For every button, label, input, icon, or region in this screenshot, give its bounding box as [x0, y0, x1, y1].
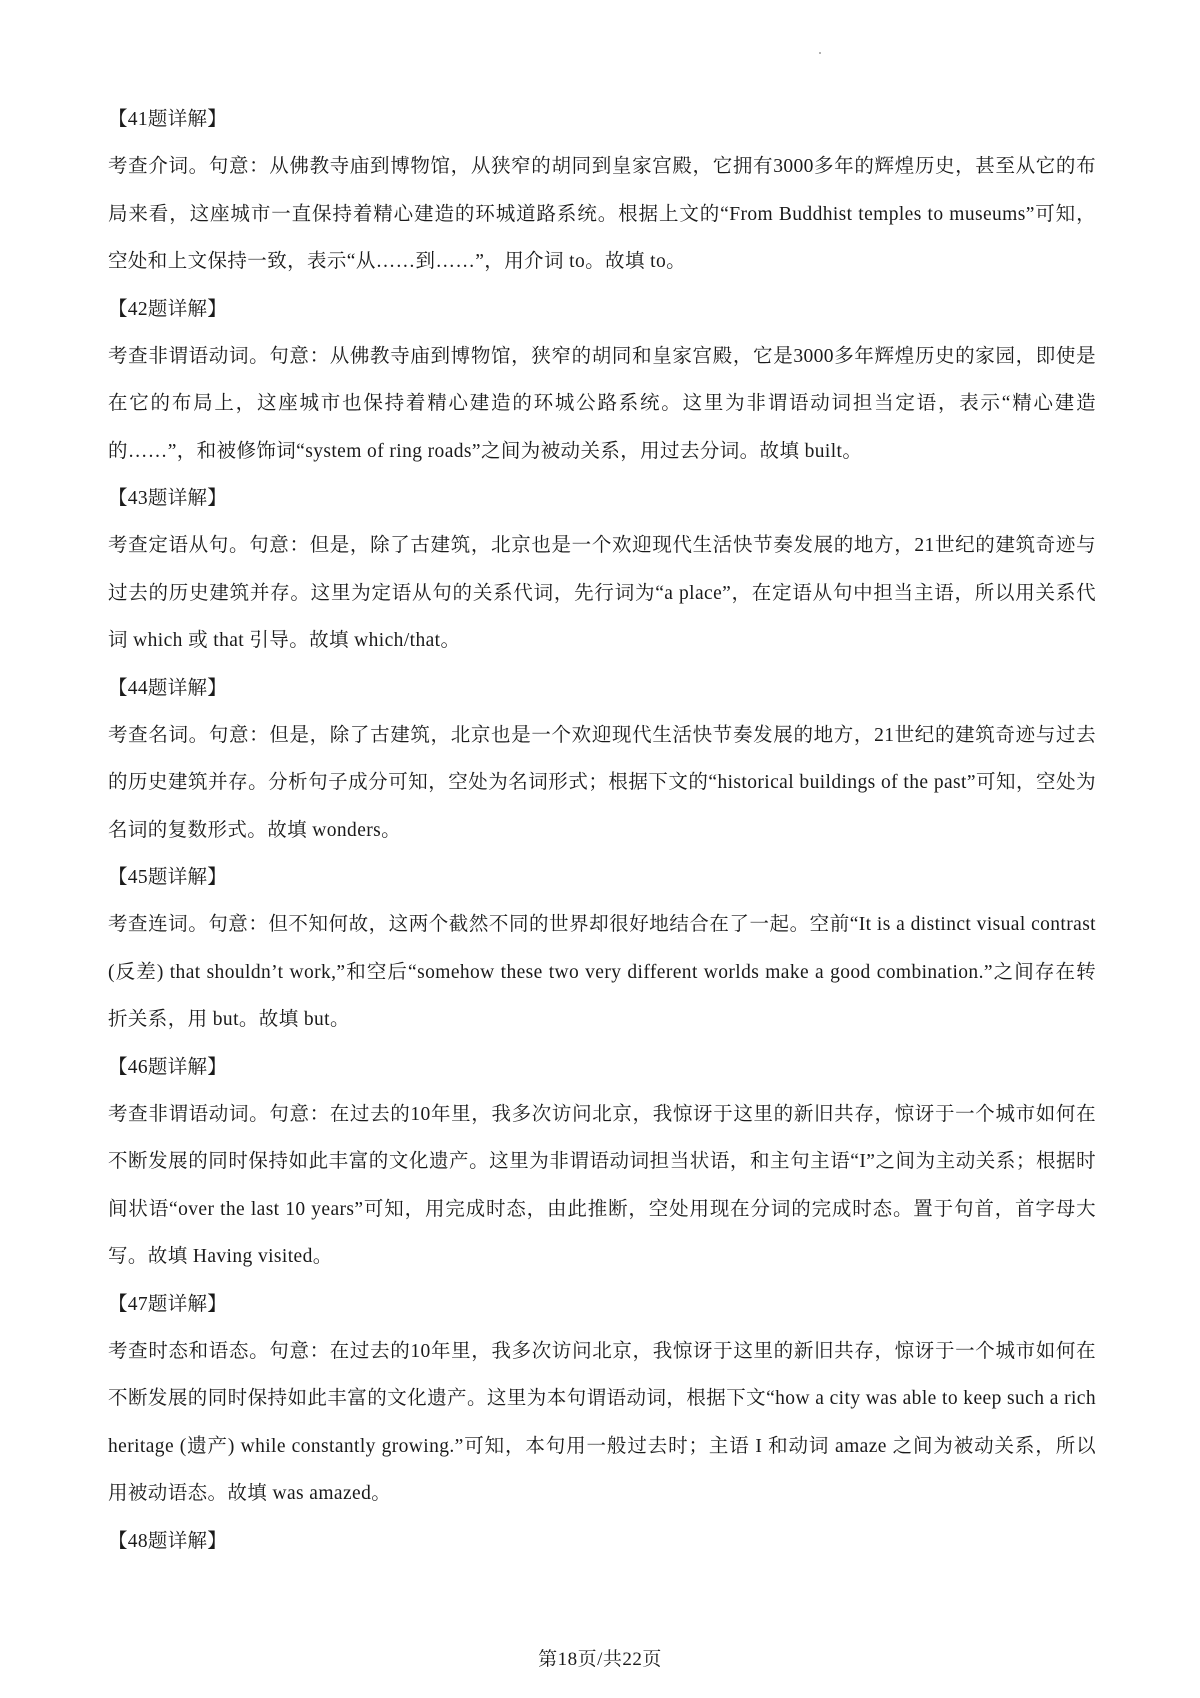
section-body-47: 考查时态和语态。句意：在过去的10年里，我多次访问北京，我惊讶于这里的新旧共存，惊讶于一个城市如何在不断发展的同时保持如此丰富的文化遗产。这里为本句谓语动词，根据下文“how a city was able to keep such a rich heritage (遗产) while constantly growing.”可知，本句用一般过去时；主语 I 和动词 amaze 之间为被动关系，所以用被动语态。故填 was amazed。 — [108, 1340, 1096, 1504]
section-body-42: 考查非谓语动词。句意：从佛教寺庙到博物馆，狭窄的胡同和皇家宫殿，它是3000多年辉煌历史的家园，即使是在它的布局上，这座城市也保持着精心建造的环城公路系统。这里为非谓语动词担当定语，表示“精心建造的……”，和被修饰词“system of ring roads”之间为被动关系，用过去分词。故填 built。 — [108, 345, 1096, 462]
section-heading-46: 【46题详解】 — [108, 1056, 228, 1078]
section-body-41: 考查介词。句意：从佛教寺庙到博物馆，从狭窄的胡同到皇家宫殿，它拥有3000多年的辉煌历史，甚至从它的布局来看，这座城市一直保持着精心建造的环城道路系统。根据上文的“From Buddhist temples to museums”可知，空处和上文保持一致，表示“从……到……”，用介词 to。故填 to。 — [108, 156, 1096, 272]
section-heading-48: 【48题详解】 — [108, 1530, 228, 1552]
section-body-43: 考查定语从句。句意：但是，除了古建筑，北京也是一个欢迎现代生活快节奏发展的地方，21世纪的建筑奇迹与过去的历史建筑并存。这里为定语从句的关系代词，先行词为“a place”，在定语从句中担当主语，所以用关系代词 which 或 that 引导。故填 which/that。 — [108, 535, 1096, 651]
section-heading-45: 【45题详解】 — [108, 867, 228, 888]
scan-dot — [819, 52, 821, 54]
section-heading-43: 【43题详解】 — [108, 488, 228, 509]
section-heading-44: 【44题详解】 — [108, 677, 228, 699]
section-heading-47: 【47题详解】 — [108, 1293, 228, 1315]
section-heading-41: 【41题详解】 — [108, 109, 228, 130]
section-heading-42: 【42题详解】 — [108, 298, 228, 320]
document-content — [108, 96, 1096, 1565]
section-body-44: 考查名词。句意：但是，除了古建筑，北京也是一个欢迎现代生活快节奏发展的地方，21世纪的建筑奇迹与过去的历史建筑并存。分析句子成分可知，空处为名词形式；根据下文的“historical buildings of the past”可知，空处为名词的复数形式。故填 wonders。 — [108, 724, 1096, 841]
page-number-footer: 第18页/共22页 — [538, 1649, 662, 1670]
section-body-45: 考查连词。句意：但不知何故，这两个截然不同的世界却很好地结合在了一起。空前“It is a distinct visual contrast (反差) that shouldn’t work,”和空后“somehow these two very different worlds make a good combination.”之间存在转折关系，用 but。故填 but。 — [108, 914, 1096, 1030]
section-body-46: 考查非谓语动词。句意：在过去的10年里，我多次访问北京，我惊讶于这里的新旧共存，惊讶于一个城市如何在不断发展的同时保持如此丰富的文化遗产。这里为非谓语动词担当状语，和主句主语“I”之间为主动关系；根据时间状语“over the last 10 years”可知，用完成时态，由此推断，空处用现在分词的完成时态。置于句首，首字母大写。故填 Having visited。 — [108, 1103, 1097, 1267]
